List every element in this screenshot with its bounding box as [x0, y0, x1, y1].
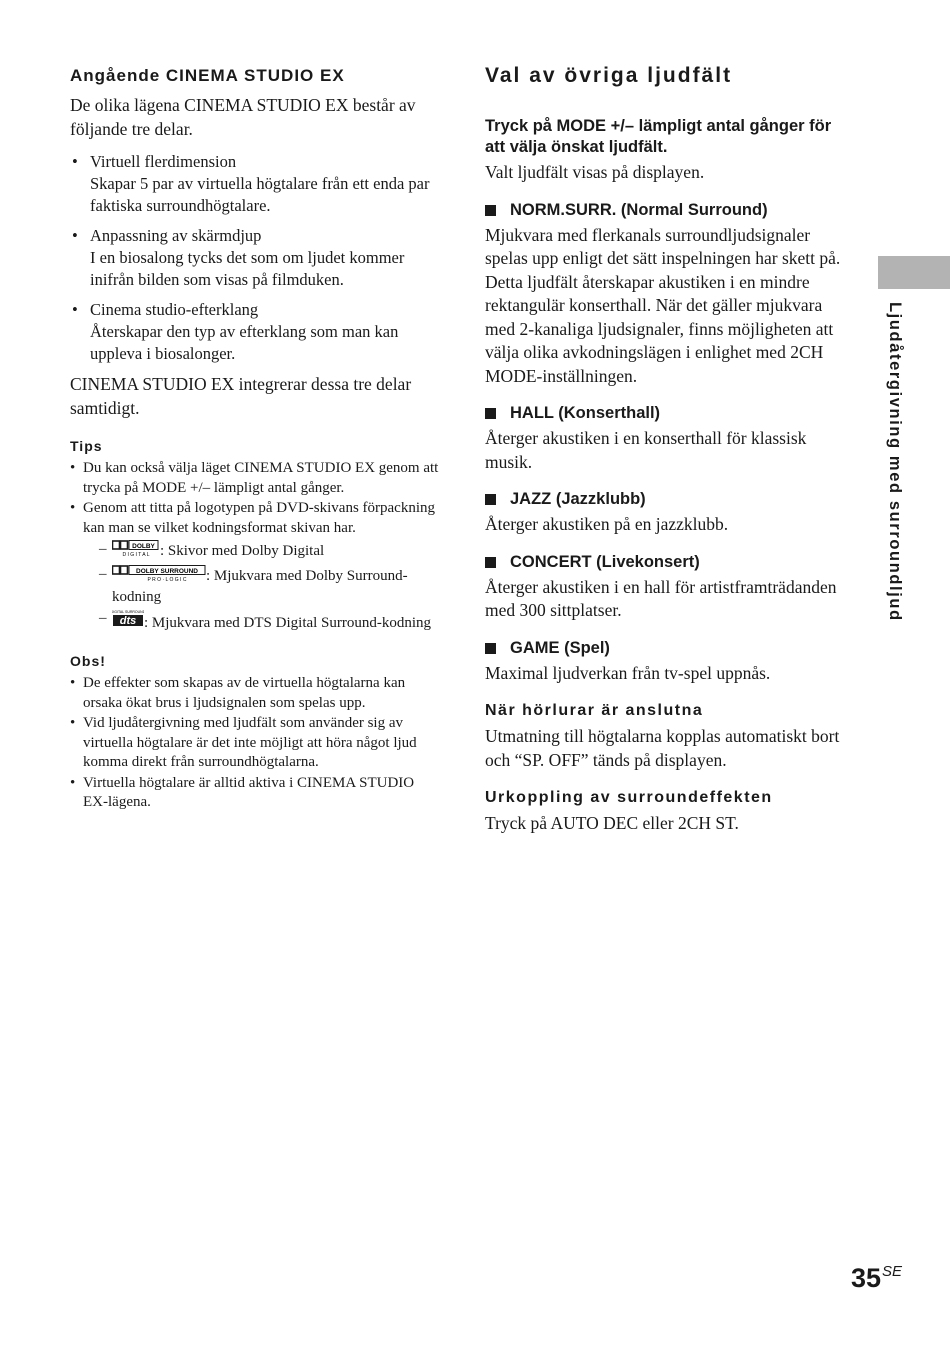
section-heading: JAZZ (Jazzklubb): [485, 490, 855, 509]
section-heading: HALL (Konserthall): [485, 404, 855, 423]
side-tab-label: Ljudåtergivning med surroundljud: [886, 302, 904, 622]
feature-text: I en biosalong tycks det som om ljudet kommer inifrån bilden som visas på filmduken.: [90, 248, 405, 289]
square-bullet-icon: [485, 494, 496, 505]
logo-subtext: P R O · L O G I C: [147, 576, 187, 582]
format-text: : Mjukvara med Dolby Surround-kodning: [112, 567, 408, 605]
square-bullet-icon: [485, 557, 496, 568]
instruction-note: Valt ljudfält visas på displayen.: [485, 162, 705, 182]
logo-text: DOLBY: [132, 543, 155, 550]
list-item: • Cinema studio-efterklang Återskapar den typ av efterklang som man kan uppleva i biosalonger.: [70, 299, 442, 365]
dolby-surround-logo: [112, 565, 206, 589]
right-column: [485, 62, 855, 836]
list-item: • Anpassning av skärmdjup I en biosalong tycks det som om ljudet kommer inifrån bilden som visas på filmduken.: [70, 225, 442, 291]
disconnect-text: Tryck på AUTO DEC eller 2CH ST.: [485, 813, 739, 833]
section-text: Mjukvara med flerkanals surroundljudsignaler spelas upp enligt det sätt inspelningen har skett på. Detta ljudfält återskapar akustiken i en mindre rektangulär konserthall. När det gäller mjukvara med 2-kanaliga ljudsignaler, finns möjligheten att välja olika avkodningslägen i enlighet med 2CH MODE-inställningen.: [485, 224, 841, 386]
square-bullet-icon: [485, 205, 496, 216]
format-text: : Skivor med Dolby Digital: [160, 543, 325, 559]
features-list: [70, 151, 442, 365]
section-heading: NORM.SURR. (Normal Surround): [485, 201, 855, 220]
list-item: • Virtuella högtalare är alltid aktiva i CINEMA STUDIO EX-lägena.: [70, 774, 415, 810]
instruction: Tryck på MODE +/– lämpligt antal gånger för att välja önskat ljudfält.: [485, 117, 832, 156]
feature-text: Återskapar den typ av efterklang som man kan uppleva i biosalonger.: [90, 322, 399, 363]
feature-title: Cinema studio-efterklang: [90, 300, 259, 319]
left-column: [70, 62, 442, 814]
list-item: • Genom att titta på logotypen på DVD-skivans förpackning kan man se vilket kodningsformat skivan har. – DOLBY D I G I T A L : Skivor med Dolby Digital – DOLBY SURROUND P R O · L O G I C : Mjukvara med Dolby Surround-kodning – DIGITAL SURROUND dts : Mjukvara med DTS Digital Surround-kodning: [70, 499, 442, 635]
obs-text: Virtuella högtalare är alltid aktiva i CINEMA STUDIO EX-lägena.: [83, 774, 415, 810]
obs-text: De effekter som skapas av de virtuella högtalarna kan orsaka ökat brus i ljudsignalen som spelas upp.: [83, 675, 406, 711]
disconnect-heading: Urkoppling av surroundeffekten: [485, 789, 773, 806]
headphones-text: Utmatning till högtalarna kopplas automatiskt bort och “SP. OFF” tänds på displayen.: [485, 726, 840, 770]
list-item: • De effekter som skapas av de virtuella högtalarna kan orsaka ökat brus i ljudsignalen som spelas upp.: [70, 675, 406, 711]
format-list: [83, 540, 442, 635]
tip-text: Genom att titta på logotypen på DVD-skivans förpackning kan man se vilket kodningsformat skivan har.: [83, 500, 436, 536]
cinema-studio-heading: Angående CINEMA STUDIO EX: [70, 66, 345, 85]
page-suffix: SE: [882, 1263, 903, 1280]
logo-text: DOLBY SURROUND: [136, 567, 198, 575]
feature-text: Skapar 5 par av virtuella högtalare från ett enda par faktiska surroundhögtalare.: [90, 174, 430, 215]
list-item: • Virtuell flerdimension Skapar 5 par av virtuella högtalare från ett enda par faktiska surroundhögtalare.: [70, 151, 442, 217]
page-number: $35^{SE}$: [851, 1263, 903, 1293]
tips-list: [70, 459, 442, 635]
section-heading: CONCERT (Livekonsert): [485, 553, 855, 572]
obs-heading: Obs!: [70, 653, 106, 669]
section-text: Maximal ljudverkan från tv-spel uppnås.: [485, 662, 771, 683]
section-text: Återger akustiken i en hall för artistframträdanden med 300 sittplatser.: [485, 576, 837, 620]
section-text: Återger akustiken i en konserthall för klassisk musik.: [485, 428, 807, 472]
section-text: Återger akustiken på en jazzklubb.: [485, 514, 729, 534]
feature-title: Virtuell flerdimension: [90, 152, 237, 171]
format-text: : Mjukvara med DTS Digital Surround-kodning: [144, 614, 432, 631]
headphones-heading: När hörlurar är anslutna: [485, 702, 704, 719]
feature-title: Anpassning av skärmdjup: [90, 226, 262, 245]
logo-text: dts: [119, 614, 137, 627]
page-title: Val av övriga ljudfält: [485, 64, 733, 87]
list-item: • Du kan också välja läget CINEMA STUDIO EX genom att trycka på MODE +/– lämpligt antal gånger.: [70, 460, 439, 496]
list-item: – DOLBY D I G I T A L : Skivor med Dolby Digital: [83, 540, 442, 564]
square-bullet-icon: [485, 408, 496, 419]
logo-subtext: D I G I T A L: [122, 552, 150, 557]
section-heading: GAME (Spel): [485, 639, 855, 658]
logo-subtext: DIGITAL SURROUND: [112, 609, 144, 614]
list-item: – DIGITAL SURROUND dts : Mjukvara med DTS Digital Surround-kodning: [83, 609, 442, 636]
intro-paragraph: De olika lägena CINEMA STUDIO EX består av följande tre delar.: [70, 95, 416, 139]
tips-heading: Tips: [70, 438, 103, 454]
obs-text: Vid ljudåtergivning med ljudfält som använder sig av virtuella högtalare är det inte möjligt att höra något ljud komma direkt från surroundhögtalarna.: [83, 715, 417, 770]
list-item: – DOLBY SURROUND P R O · L O G I C : Mjukvara med Dolby Surround-kodning: [99, 565, 408, 605]
square-bullet-icon: [485, 643, 496, 654]
dts-logo: [112, 609, 144, 636]
dolby-digital-logo: [112, 540, 160, 564]
obs-list: [70, 674, 442, 813]
summary-paragraph: CINEMA STUDIO EX integrerar dessa tre delar samtidigt.: [70, 374, 412, 418]
tip-text: Du kan också välja läget CINEMA STUDIO EX genom att trycka på MODE +/– lämpligt antal gånger.: [83, 460, 439, 496]
list-item: • Vid ljudåtergivning med ljudfält som använder sig av virtuella högtalare är det inte möjligt att höra något ljud komma direkt från surroundhögtalarna.: [70, 715, 417, 770]
side-tab-marker: [878, 256, 950, 289]
